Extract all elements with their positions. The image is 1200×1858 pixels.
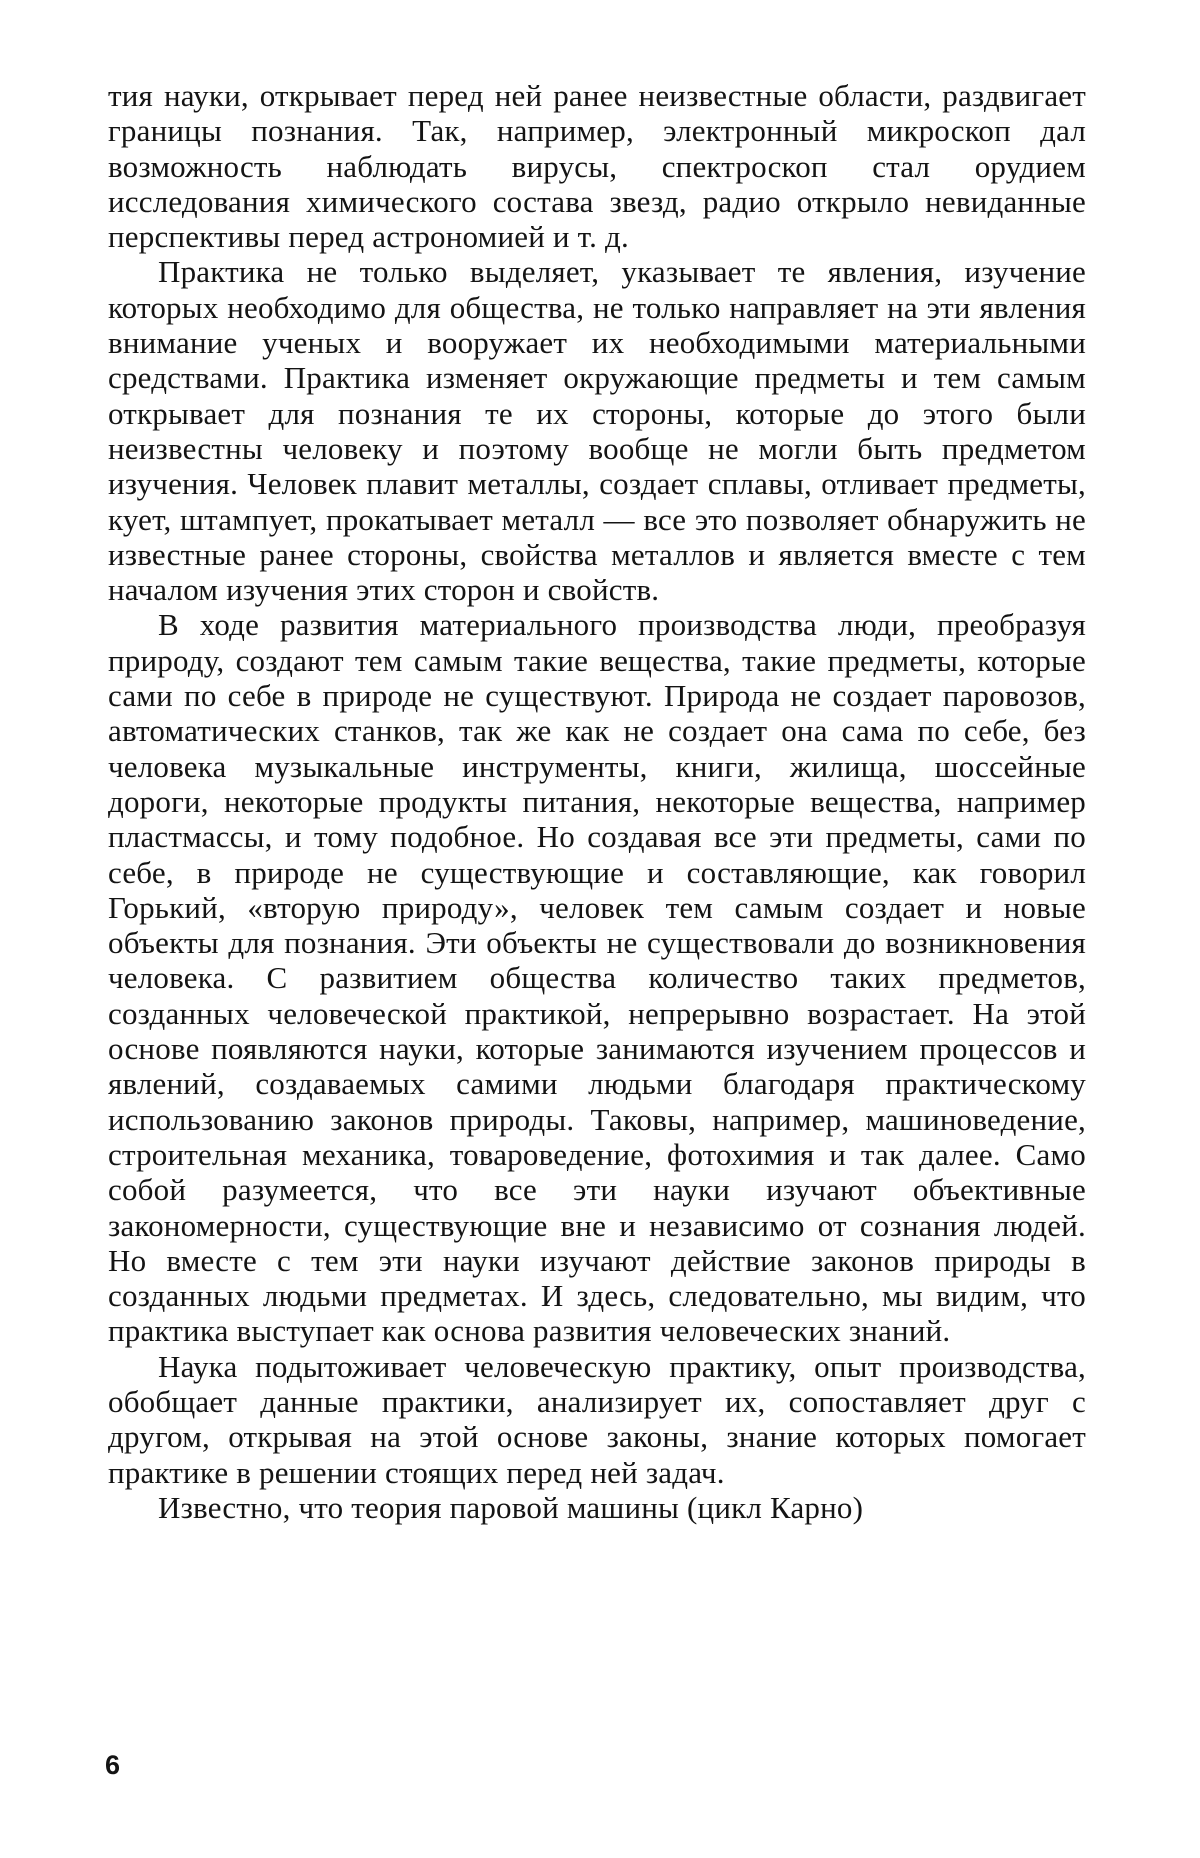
paragraph-steam-engine: Известно, что теория паровой машины (цикл Карно) — [158, 1489, 864, 1525]
page-text-block — [108, 78, 1086, 1525]
paragraph-continuation: тия науки, открывает перед ней ранее неизвестные области, раздвигает границы познания. Так, например, электронный микроскоп дал возможность наблюдать вирусы, спектроскоп стал орудием исследования химического состава звезд, радио открыло невиданные перспективы перед астрономией и т. д. — [108, 78, 1086, 255]
paragraph-production: В ходе развития материального производства люди, преобразуя природу, создают тем самым такие вещества, такие предметы, которые сами по себе в природе не существуют. Природа не создает паровозов, автоматических станков, так же как не создает она сама по себе, без человека музыкальные инструменты, книги, жилища, шоссейные дороги, некоторые продукты питания, некоторые вещества, например пластмассы, и тому подобное. Но создавая все эти предметы, сами по себе, в природе не существующие и составляющие, как говорил Горький, «вторую природу», человек тем самым создает и новые объекты для познания. Эти объекты не существовали до возникновения человека. С развитием общества количество таких предметов, созданных человеческой практикой, непрерывно возрастает. На этой основе появляются науки, которые занимаются изучением процессов и явлений, создаваемых самими людьми благодаря практическому использованию законов природы. Таковы, например, машиноведение, строительная механика, товароведение, фотохимия и так далее. Само собой разумеется, что все эти науки изучают объективные закономерности, существующие вне и независимо от сознания людей. Но вместе с тем эти науки изучают действие законов природы в созданных людьми предметах. И здесь, следовательно, мы видим, что практика выступает как основа развития человеческих знаний. — [108, 607, 1086, 1349]
paragraph-science: Наука подытоживает человеческую практику, опыт производства, обобщает данные практики, анализирует их, сопоставляет друг с другом, открывая на этой основе законы, знание которых помогает практике в решении стоящих перед ней задач. — [108, 1348, 1086, 1490]
page-number: 6 — [105, 1750, 121, 1780]
paragraph-practice: Практика не только выделяет, указывает те явления, изучение которых необходимо для общества, не только направляет на эти явления внимание ученых и вооружает их необходимыми материальными средствами. Практика изменяет окружающие предметы и тем самым открывает для познания те их стороны, которые до этого были неизвестны человеку и поэтому вообще не могли быть предметом изучения. Человек плавит металлы, создает сплавы, отливает предметы, кует, штампует, прокатывает металл — все это позволяет обнаружить не известные ранее стороны, свойства металлов и является вместе с тем началом изучения этих сторон и свойств. — [108, 254, 1086, 608]
